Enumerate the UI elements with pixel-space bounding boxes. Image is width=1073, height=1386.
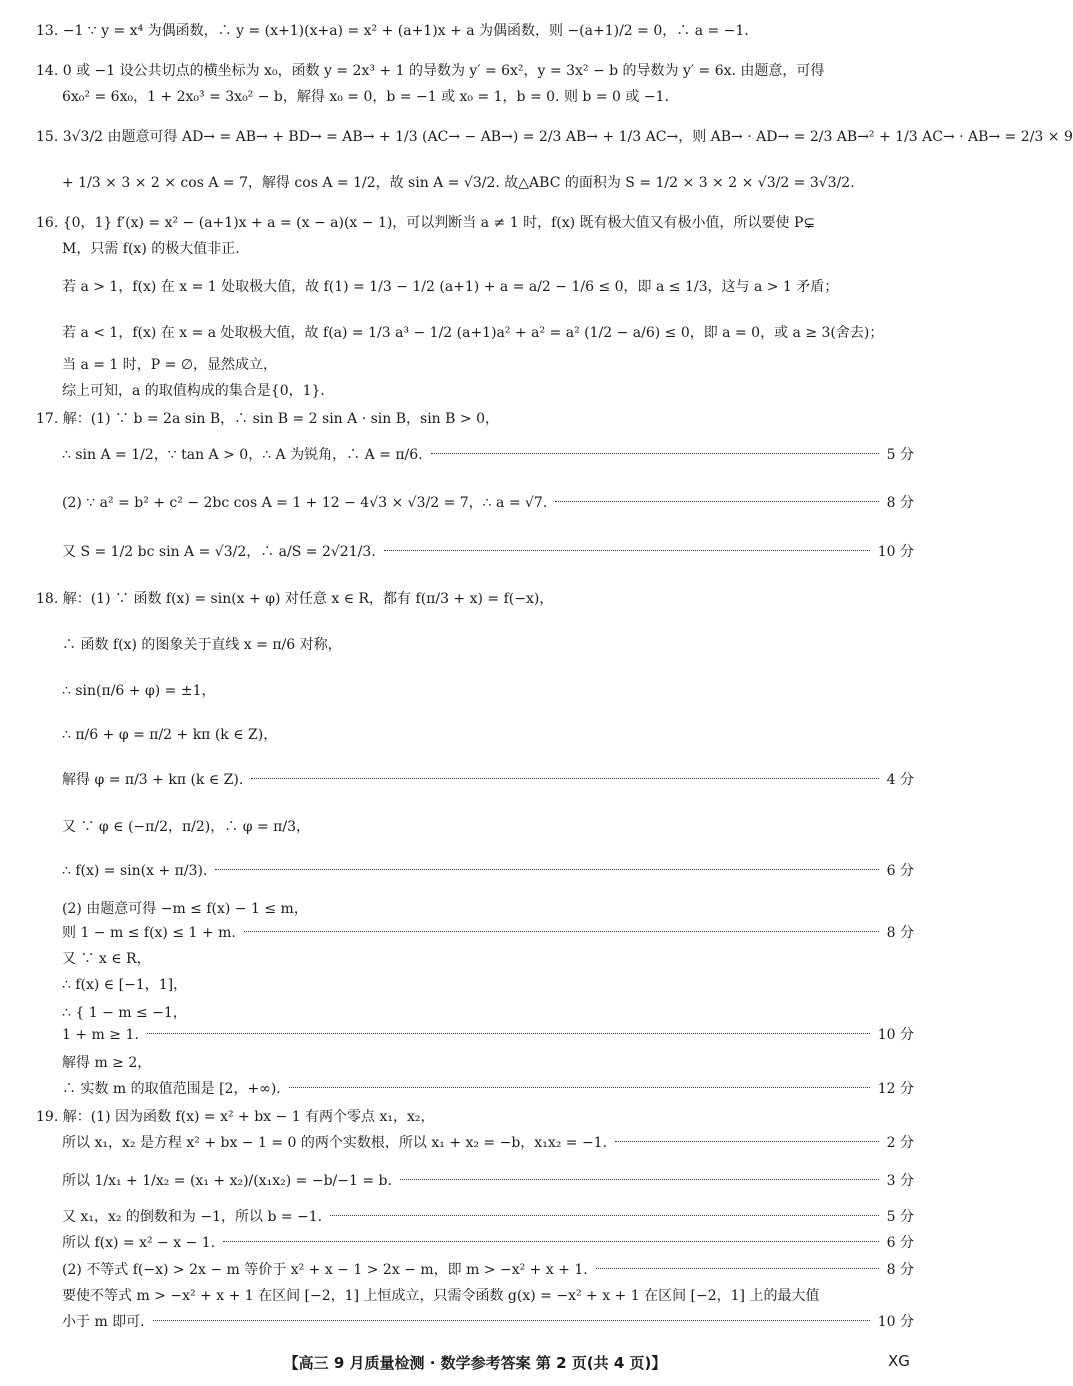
q18-line-2: ∴ 函数 f(x) 的图象关于直线 x = π/6 对称， bbox=[62, 637, 342, 653]
leader-dots bbox=[147, 1033, 870, 1034]
q17-score-3 bbox=[62, 543, 914, 561]
q18-score-1 bbox=[62, 771, 914, 789]
q19-score-5 bbox=[62, 1261, 914, 1279]
q18-points-1: 4 分 bbox=[886, 772, 914, 788]
leader-dots bbox=[596, 1268, 879, 1269]
q18-line-6: (2) 由题意可得 −m ≤ f(x) − 1 ≤ m， bbox=[62, 901, 308, 917]
q17-points-1: 5 分 bbox=[886, 447, 914, 463]
q14-line: 14. 0 或 −1 设公共切点的横坐标为 x₀，函数 y = 2x³ + 1 的导数为 y′ = 6x²，y = 3x² − b 的导数为 y′ = 6x. 由题意，可得 bbox=[36, 63, 825, 79]
page-footer: 【高三 9 月质量检测 · 数学参考答案 第 2 页(共 4 页)】 bbox=[283, 1354, 667, 1372]
leader-dots bbox=[330, 1215, 879, 1216]
q19-step-2: 所以 1/x₁ + 1/x₂ = (x₁ + x₂)/(x₁x₂) = −b/−1 = b. bbox=[62, 1173, 392, 1189]
q18-system-line-1: ∴ { 1 − m ≤ −1， bbox=[62, 1005, 187, 1021]
q18-step-5: ∴ 实数 m 的取值范围是 [2，+∞). bbox=[62, 1081, 281, 1097]
q19-score-6 bbox=[62, 1313, 914, 1331]
q19-points-5: 8 分 bbox=[886, 1262, 914, 1278]
leader-dots bbox=[223, 1241, 879, 1242]
q17-line: 17. 解：(1) ∵ b = 2a sin B，∴ sin B = 2 sin A · sin B，sin B > 0， bbox=[36, 411, 499, 427]
q18-points-3: 8 分 bbox=[886, 925, 914, 941]
q16-line-6: 综上可知，a 的取值构成的集合是{0，1}. bbox=[62, 383, 325, 399]
q19-points-6: 10 分 bbox=[877, 1314, 914, 1330]
leader-dots bbox=[431, 453, 879, 454]
q16-line-2: M，只需 f(x) 的极大值非正. bbox=[62, 241, 240, 257]
leader-dots bbox=[215, 869, 878, 870]
leader-dots bbox=[289, 1087, 870, 1088]
leader-dots bbox=[153, 1320, 870, 1321]
q16-line: 16. {0，1} f′(x) = x² − (a+1)x + a = (x − a)(x − 1)，可以判断当 a ≠ 1 时，f(x) 既有极大值又有极小值，所以要使 P⊊ bbox=[36, 215, 816, 231]
leader-dots bbox=[555, 501, 878, 502]
q18-line: 18. 解：(1) ∵ 函数 f(x) = sin(x + φ) 对任意 x ∈ R，都有 f(π/3 + x) = f(−x)， bbox=[36, 591, 554, 607]
q19-score-3 bbox=[62, 1208, 914, 1226]
q18-line-4: ∴ π/6 + φ = π/2 + kπ (k ∈ Z)， bbox=[62, 727, 278, 743]
q18-step-3: 则 1 − m ≤ f(x) ≤ 1 + m. bbox=[62, 925, 236, 941]
q18-points-2: 6 分 bbox=[886, 863, 914, 879]
q19-points-2: 3 分 bbox=[886, 1173, 914, 1189]
q19-line: 19. 解：(1) 因为函数 f(x) = x² + bx − 1 有两个零点 x₁，x₂， bbox=[36, 1109, 435, 1125]
q19-points-4: 6 分 bbox=[886, 1235, 914, 1251]
q17-points-2: 8 分 bbox=[886, 495, 914, 511]
q16-line-4: 若 a < 1，f(x) 在 x = a 处取极大值，故 f(a) = 1/3 a³ − 1/2 (a+1)a² + a² = a² (1/2 − a/6) ≤ 0，即 a = 0，或 a ≥ 3(舍去)； bbox=[62, 325, 884, 341]
q19-score-2 bbox=[62, 1172, 914, 1190]
q17-score-2 bbox=[62, 494, 914, 512]
leader-dots bbox=[244, 931, 879, 932]
q18-line-5: 又 ∵ φ ∈ (−π/2，π/2)，∴ φ = π/3， bbox=[62, 819, 310, 835]
q19-line-2: 要使不等式 m > −x² + x + 1 在区间 [−2，1] 上恒成立，只需令函数 g(x) = −x² + x + 1 在区间 [−2，1] 上的最大值 bbox=[62, 1288, 820, 1304]
q19-step-3: 又 x₁，x₂ 的倒数和为 −1，所以 b = −1. bbox=[62, 1209, 323, 1225]
q18-points-4: 10 分 bbox=[877, 1027, 914, 1043]
q17-step-1: ∴ sin A = 1/2，∵ tan A > 0，∴ A 为锐角，∴ A = π/6. bbox=[62, 447, 423, 463]
q19-step-6: 小于 m 即可. bbox=[62, 1314, 145, 1330]
q17-points-3: 10 分 bbox=[877, 544, 914, 560]
q16-line-3: 若 a > 1，f(x) 在 x = 1 处取极大值，故 f(1) = 1/3 − 1/2 (a+1) + a = a/2 − 1/6 ≤ 0，即 a ≤ 1/3，这与 a > 1 矛盾； bbox=[62, 279, 839, 295]
leader-dots bbox=[251, 778, 878, 779]
q19-points-3: 5 分 bbox=[886, 1209, 914, 1225]
q18-points-5: 12 分 bbox=[877, 1081, 914, 1097]
q18-line-7: 又 ∵ x ∈ R， bbox=[62, 951, 151, 967]
leader-dots bbox=[384, 550, 870, 551]
q14-line-2: 6x₀² = 6x₀，1 + 2x₀³ = 3x₀² − b，解得 x₀ = 0，b = −1 或 x₀ = 1，b = 0. 则 b = 0 或 −1. bbox=[62, 89, 669, 105]
q19-score-1 bbox=[62, 1134, 914, 1152]
leader-dots bbox=[615, 1141, 879, 1142]
q18-score-4 bbox=[62, 1026, 914, 1044]
q19-points-1: 2 分 bbox=[886, 1135, 914, 1151]
q18-line-3: ∴ sin(π/6 + φ) = ±1， bbox=[62, 683, 216, 699]
q19-score-4 bbox=[62, 1234, 914, 1252]
q18-score-5 bbox=[62, 1080, 914, 1098]
leader-dots bbox=[400, 1179, 879, 1180]
q18-line-9: 解得 m ≥ 2， bbox=[62, 1055, 152, 1071]
q17-score-1 bbox=[62, 446, 914, 464]
q18-step-2: ∴ f(x) = sin(x + π/3). bbox=[62, 863, 208, 879]
q15-line-2: + 1/3 × 3 × 2 × cos A = 7，解得 cos A = 1/2，故 sin A = √3/2. 故△ABC 的面积为 S = 1/2 × 3 × 2 × √3/2 = 3√3/2. bbox=[62, 175, 855, 191]
q17-step-3: 又 S = 1/2 bc sin A = √3/2，∴ a/S = 2√21/3. bbox=[62, 544, 376, 560]
footer-code: XG bbox=[888, 1352, 910, 1370]
q18-step-1: 解得 φ = π/3 + kπ (k ∈ Z). bbox=[62, 772, 244, 788]
q18-line-8: ∴ f(x) ∈ [−1，1]， bbox=[62, 977, 188, 993]
q18-score-3 bbox=[62, 924, 914, 942]
q15-line: 15. 3√3/2 由题意可得 AD→ = AB→ + BD→ = AB→ + 1/3 (AC→ − AB→) = 2/3 AB→ + 1/3 AC→，则 AB→ · AD→ = 2/3 AB→² + 1/3 AC→ · AB→ = 2/3 × 9 bbox=[36, 129, 1073, 145]
q19-step-4: 所以 f(x) = x² − x − 1. bbox=[62, 1235, 216, 1251]
q16-line-5: 当 a = 1 时，P = ∅，显然成立， bbox=[62, 357, 278, 373]
q17-step-2: (2) ∵ a² = b² + c² − 2bc cos A = 1 + 12 − 4√3 × √3/2 = 7，∴ a = √7. bbox=[62, 495, 548, 511]
q13-line: 13. −1 ∵ y = x⁴ 为偶函数，∴ y = (x+1)(x+a) = x² + (a+1)x + a 为偶函数，则 −(a+1)/2 = 0，∴ a = −1. bbox=[36, 23, 749, 39]
q18-system-line-2: 1 + m ≥ 1. bbox=[62, 1027, 139, 1043]
q19-step-1: 所以 x₁，x₂ 是方程 x² + bx − 1 = 0 的两个实数根，所以 x₁ + x₂ = −b，x₁x₂ = −1. bbox=[62, 1135, 608, 1151]
q19-step-5: (2) 不等式 f(−x) > 2x − m 等价于 x² + x − 1 > 2x − m，即 m > −x² + x + 1. bbox=[62, 1262, 588, 1278]
q18-score-2 bbox=[62, 862, 914, 880]
